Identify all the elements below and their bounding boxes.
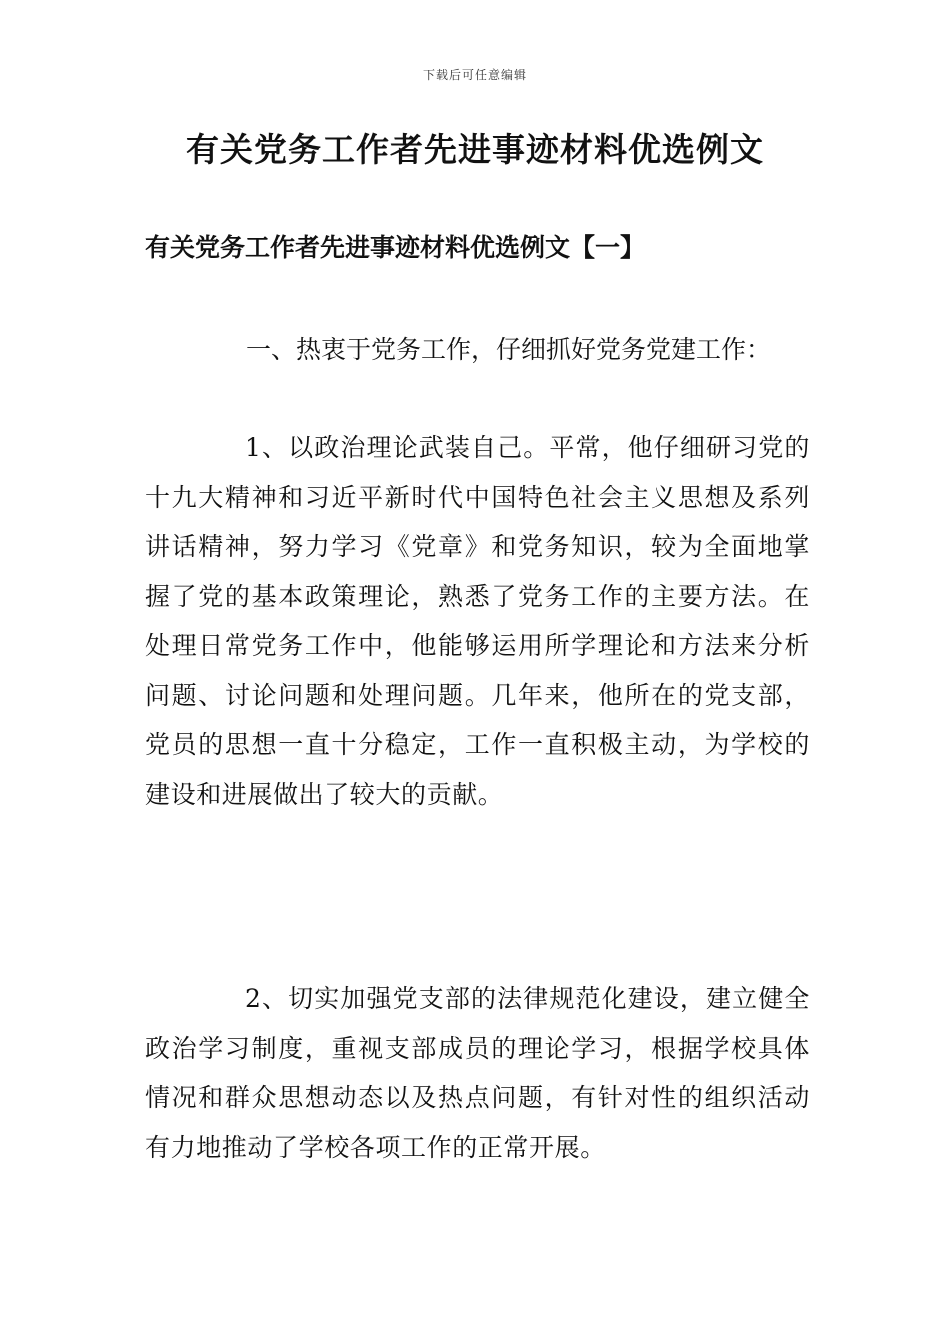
subheading: 一、热衷于党务工作，仔细抓好党务党建工作： [246, 335, 772, 364]
header-note: 下载后可任意编辑 [422, 68, 527, 82]
paragraph-1: 1、以政治理论武装自己。平常，他仔细研习党的十九大精神和习近平新时代中国特色社会主义思想及系列讲话精神，努力学习《党章》和党务知识，较为全面地掌握了党的基本政策理论，熟悉了党务工作的主要方法。在处理日常党务工作中，他能够运用所学理论和方法来分析问题、讨论问题和处理问题。几年来，他所在的党支部，党员的思想一直十分稳定，工作一直积极主动，为学校的建设和进展做出了较大的贡献。 [145, 433, 810, 809]
document-title: 有关党务工作者先进事迹材料优选例文 [186, 130, 764, 169]
section-heading: 有关党务工作者先进事迹材料优选例文【一】 [145, 233, 646, 262]
paragraph-2: 2、切实加强党支部的法律规范化建设，建立健全政治学习制度，重视支部成员的理论学习，根据学校具体情况和群众思想动态以及热点问题，有针对性的组织活动有力地推动了学校各项工作的正常开展。 [145, 984, 810, 1162]
